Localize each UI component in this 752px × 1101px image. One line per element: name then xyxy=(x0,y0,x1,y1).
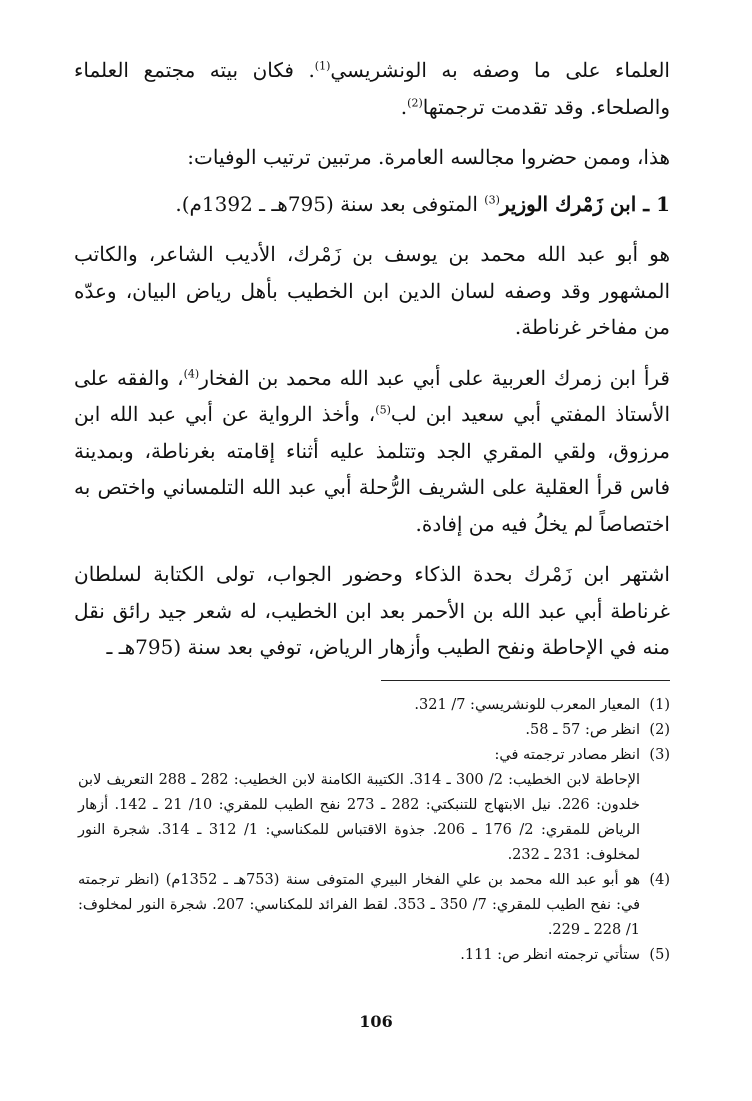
footnote-3 xyxy=(78,743,670,768)
paragraph-4-text-c: ، وأخذ الرواية عن أبي عبد الله ابن مرزوق، ولقي المقري الجد وتتلمذ عليه أثناء إقامته بغرناطة، وبمدينة فاس قرأ العقلية على الشريف الرُّحلة أبي عبد الله التلمساني واختص به اختصاصاً لم يخلُ فيه من إفادة. xyxy=(74,402,670,536)
paragraph-4-text-b: ، والفقه على الأستاذ المفتي أبي سعيد ابن لب xyxy=(74,365,671,426)
paragraph-1-text-b: . فكان بيته مجتمع العلماء والصلحاء. وقد تقدمت ترجمتها xyxy=(74,58,670,119)
footnote-number: (2) xyxy=(649,722,670,738)
footnote-ref-3: (3) xyxy=(484,192,500,206)
main-text xyxy=(74,52,670,666)
footnote-text: انظر ص: 57 ـ 58. xyxy=(525,722,640,738)
paragraph-2: هذا، وممن حضروا مجالسه العامرة. مرتبين ترتيب الوفيات: xyxy=(187,145,670,169)
footnote-ref-5: (5) xyxy=(375,403,391,417)
paragraph-4 xyxy=(74,360,670,543)
footnotes xyxy=(78,693,670,968)
paragraph-1-end: . xyxy=(400,94,408,119)
footnote-1 xyxy=(78,693,670,718)
footnote-text: ستأتي ترجمته انظر ص: 111. xyxy=(460,947,640,963)
paragraph-1 xyxy=(74,52,670,125)
footnote-3-sources xyxy=(78,768,670,868)
footnote-ref-1: (1) xyxy=(314,59,331,73)
paragraph-4-text-a: قرأ ابن زمرك العربية على أبي عبد الله محمد بن الفخار xyxy=(199,365,670,390)
footnote-ref-4: (4) xyxy=(183,366,200,380)
footnote-text: انظر مصادر ترجمته في: xyxy=(494,747,640,763)
footnote-number: (1) xyxy=(649,697,670,713)
footnote-5 xyxy=(78,943,670,968)
page-number: 106 xyxy=(359,1012,393,1031)
footnote-number: (5) xyxy=(649,947,670,963)
footnote-divider xyxy=(381,680,670,681)
paragraph-3: هو أبو عبد الله محمد بن يوسف بن زَمْرك، الأديب الشاعر، والكاتب المشهور وقد وصفه لسان الدين ابن الخطيب بأهل رياض البيان، وعدّه من مفاخر غرناطة. xyxy=(74,242,670,339)
paragraph-5: اشتهر ابن زَمْرك بحدة الذكاء وحضور الجواب، تولى الكتابة لسلطان غرناطة أبي عبد الله بن الأحمر بعد ابن الخطيب، له شعر جيد رائق نقل منه في الإحاطة ونفح الطيب وأزهار الرياض، توفي بعد سنة (795هـ ـ xyxy=(74,562,670,659)
footnote-2 xyxy=(78,718,670,743)
footnote-ref-2: (2) xyxy=(407,95,423,109)
entry-heading-date: المتوفى بعد سنة (795هـ ـ 1392م). xyxy=(175,191,485,216)
entry-heading xyxy=(74,186,670,223)
footnote-text: هو أبو عبد الله محمد بن علي الفخار البيري المتوفى سنة (753هـ ـ 1352م) (انظر ترجمته في: نفح الطيب للمقري: 7/ 350 ـ 353. لقط الفرائد للمكناسي: 207. شجرة النور لمخلوف: 1/ 228 ـ 229. xyxy=(78,872,641,938)
footnote-text: الإحاطة لابن الخطيب: 2/ 300 ـ 314. الكتيبة الكامنة لابن الخطيب: 282 ـ 288 التعريف لابن خلدون: 226. نيل الابتهاج للتنبكتي: 282 ـ 273 نفح الطيب للمقري: 10/ 21 ـ 142. أزهار الرياض للمقري: 2/ 176 ـ 206. جذوة الاقتباس للمكناسي: 1/ 312 ـ 314. شجرة النور لمخلوف: 231 ـ 232. xyxy=(78,772,641,863)
footnote-number: (4) xyxy=(649,872,670,888)
paragraph-1-text-a: العلماء على ما وصفه به الونشريسي xyxy=(330,58,670,82)
footnote-4 xyxy=(78,868,670,943)
footnote-text: المعيار المعرب للونشريسي: 7/ 321. xyxy=(414,697,640,713)
footnote-number: (3) xyxy=(649,747,670,763)
entry-heading-name: 1 ـ ابن زَمْرك الوزير xyxy=(499,191,670,216)
